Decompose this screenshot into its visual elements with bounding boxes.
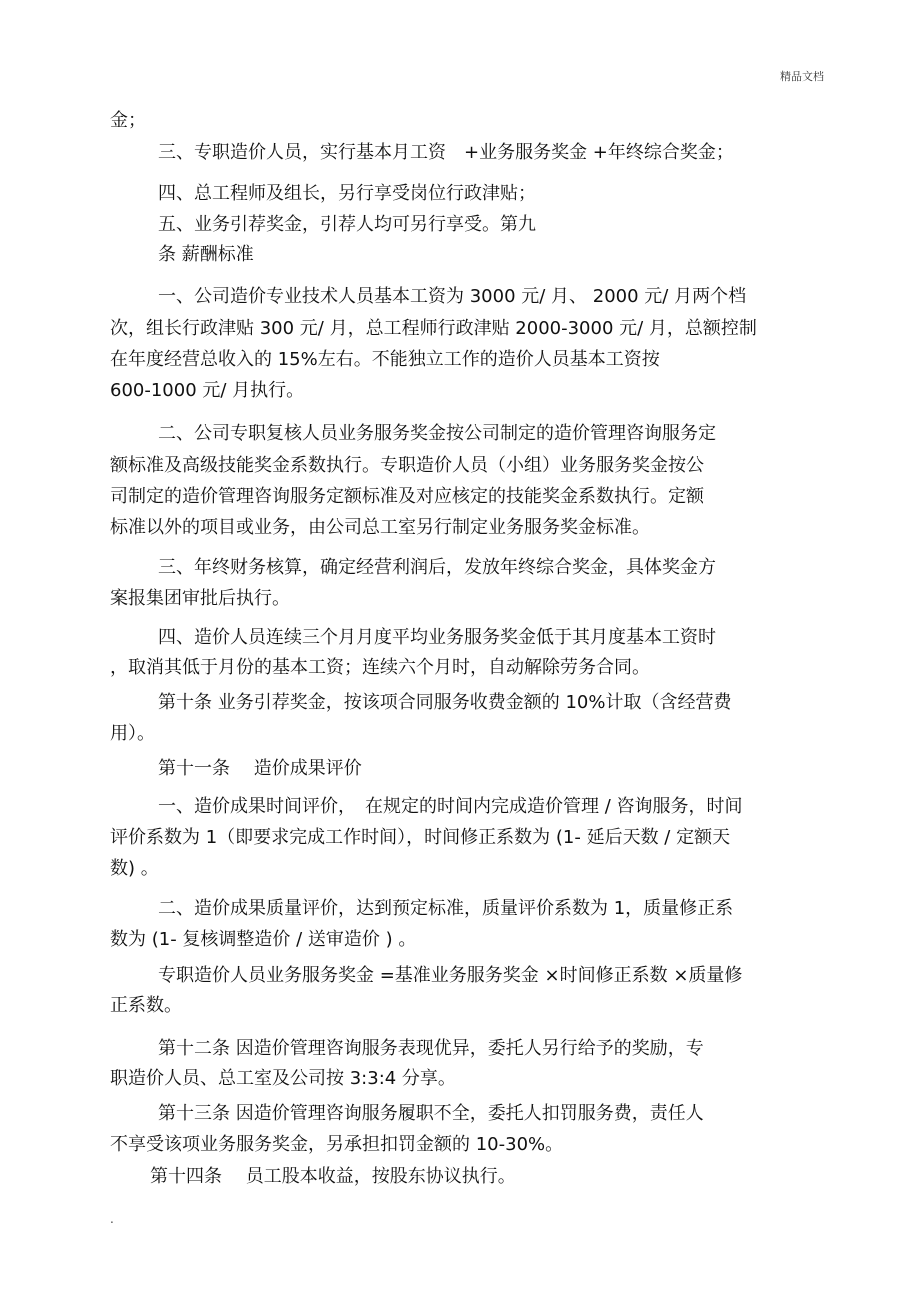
text-line: 不享受该项业务服务奖金，另承担扣罚金额的 10-30%。 xyxy=(110,1134,564,1155)
text-line: 600-1000 元/ 月执行。 xyxy=(110,380,305,401)
text-line: 职造价人员、总工室及公司按 3:3:4 分享。 xyxy=(110,1068,456,1089)
text-line: 四、造价人员连续三个月月度平均业务服务奖金低于其月度基本工资时 xyxy=(158,627,716,648)
text-line: 第十条 业务引荐奖金，按该项合同服务收费金额的 10%计取（含经营费 xyxy=(158,692,732,713)
text-line: ，取消其低于月份的基本工资；连续六个月时，自动解除劳务合同。 xyxy=(110,657,650,678)
text-line: 第十二条 因造价管理咨询服务表现优异，委托人另行给予的奖励，专 xyxy=(158,1038,704,1059)
text-line: 三、年终财务核算，确定经营利润后，发放年终综合奖金，具体奖金方 xyxy=(158,557,716,578)
text-line: 金； xyxy=(110,110,146,131)
text-line: 条 薪酬标准 xyxy=(158,244,254,265)
text-line: 正系数。 xyxy=(110,995,182,1016)
text-line: 案报集团审批后执行。 xyxy=(110,588,290,609)
text-line: 第十四条 员工股本收益，按股东协议执行。 xyxy=(150,1166,516,1187)
text-line: 五、业务引荐奖金，引荐人均可另行享受。第九 xyxy=(158,214,536,235)
text-line: 二、造价成果质量评价，达到预定标准，质量评价系数为 1，质量修正系 xyxy=(158,898,734,919)
text-line: 用）。 xyxy=(110,723,155,744)
text-line: 二、公司专职复核人员业务服务奖金按公司制定的造价管理咨询服务定 xyxy=(158,423,716,444)
text-line: 三、专职造价人员，实行基本月工资 +业务服务奖金 +年终综合奖金； xyxy=(158,142,734,163)
text-line: 四、总工程师及组长，另行享受岗位行政津贴； xyxy=(158,183,536,204)
text-line: 标准以外的项目或业务，由公司总工室另行制定业务服务奖金标准。 xyxy=(110,517,650,538)
text-line: 司制定的造价管理咨询服务定额标准及对应核定的技能奖金系数执行。定额 xyxy=(110,486,704,507)
text-line: 数为 (1- 复核调整造价 / 送审造价 ) 。 xyxy=(110,929,417,950)
text-line: 第十三条 因造价管理咨询服务履职不全，委托人扣罚服务费，责任人 xyxy=(158,1103,704,1124)
page-header-mark: 精品文档 xyxy=(780,70,824,83)
text-line: 评价系数为 1（即要求完成工作时间），时间修正系数为 (1- 延后天数 / 定额天 xyxy=(110,827,731,848)
text-line: 额标准及高级技能奖金系数执行。专职造价人员（小组）业务服务奖金按公 xyxy=(110,455,704,476)
text-line: 一、公司造价专业技术人员基本工资为 3000 元/ 月、 2000 元/ 月两个档 xyxy=(158,286,747,307)
text-line: 专职造价人员业务服务奖金 =基准业务服务奖金 ×时间修正系数 ×质量修 xyxy=(158,965,743,986)
text-line: 一、造价成果时间评价， 在规定的时间内完成造价管理 / 咨询服务，时间 xyxy=(158,796,743,817)
text-line: 第十一条 造价成果评价 xyxy=(158,758,362,779)
text-line: 数) 。 xyxy=(110,858,159,879)
page-footer-mark: . xyxy=(110,1212,114,1226)
text-line: 次，组长行政津贴 300 元/ 月，总工程师行政津贴 2000-3000 元/ 月，总额控制 xyxy=(110,318,757,339)
text-line: 在年度经营总收入的 15%左右。不能独立工作的造价人员基本工资按 xyxy=(110,349,660,370)
